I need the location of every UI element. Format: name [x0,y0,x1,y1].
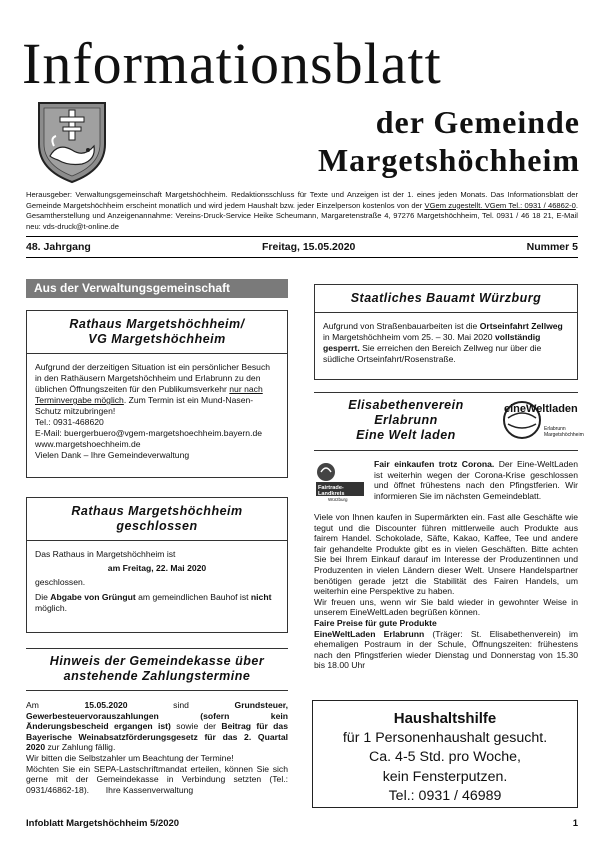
ad-line-2: Ca. 4-5 Std. pro Woche, [369,749,521,765]
masthead-title: Informationsblatt [22,31,442,96]
kasse-heading-line2: anstehende Zahlungstermine [63,669,251,683]
masthead-subtitle-2: Margetshöchheim [317,142,580,178]
rathaus-closed-body [27,541,287,622]
bauamt-text-e: Sie erreichen den Bereich Zellweg nur über die südliche Ortseinfahrt/Rosenstraße. [323,343,542,364]
rathaus-notice-body [27,354,287,469]
kasse-rule-top [26,648,288,649]
rathaus-closed-box [26,497,288,633]
kasse-body [26,700,288,795]
elisabeth-paragraph-2: Viele von Ihnen kaufen in Supermärkten ein. Fast alle Geschäfte wie tegut und die Discounter führen mittlerweile auch Produkte aus fairem Handel. Schokolade, Säfte, Kakao, Kaffee, Tee und andere fair gehandelte Produkte gibt es in vielen Geschäften. Bitte achten Sie bei Ihrem Einkauf darauf im Interesse der Produzentinnen und Produzenten in vielen Ländern dieser Welt. Unsere Handelspartner benötigen gerade jetzt die Stabilität des Fairen Handels, um weiterhin eine Perspektive zu haben. [314,512,578,597]
rathaus-notice-text-a: Aufgrund der derzeitigen Situation ist ein persönlicher Besuch in den Rathäusern Margetshöchheim und Erlabrunn zu den üblichen Öffnungszeiten für den Publikumsverkehr [35,362,271,394]
elisabeth-rule-top [314,392,578,393]
eine-welt-laden-logo-sub2: Margetshöchheim [544,432,584,438]
rathaus-notice-website[interactable]: www.margetshoechheim.de [35,439,141,449]
kasse-text-g: zur Zahlung fällig. [45,742,116,753]
bauamt-box [314,284,578,380]
section-banner: Aus der Verwaltungsgemeinschaft [26,279,288,298]
fairtrade-logo-line3: Würzburg [328,497,348,502]
rathaus-notice-appointment: nur nach Terminvergabe möglich [35,384,263,405]
rathaus-closed-date: am Freitag, 22. Mai 2020 [107,563,207,573]
fairtrade-logo-line1: Fairtrade- [318,485,344,491]
bauamt-text-c: in Margetshöchheim vom 25. – 30. Mai 2020 [323,332,495,342]
kasse-sepa-text: Möchten Sie ein SEPA-Lastschriftmandat erteilen, können Sie sich gerne mit der Gemeindekasse in Verbindung setzten (Tel.: 0931/46862-18). [26,763,288,795]
eine-welt-laden-logo-sub1: Erlabrunn [544,426,566,432]
elisabeth-rule-bottom [314,450,578,451]
municipal-crest-icon [36,100,108,184]
rathaus-closed-text-3: geschlossen. [35,577,86,587]
kasse-date: 15.05.2020 [84,700,128,710]
elisabeth-body [314,512,578,671]
greenwaste-text-e: möglich. [35,603,67,613]
footer-issue: Infoblatt Margetshöchheim 5/2020 [26,818,180,829]
bauamt-body [315,313,577,373]
kasse-text-a: Am [26,700,85,710]
elisabeth-shop-hours: (Träger: St. Elisabethenverein) im ehemaligen Postraum in der Schule, Öffnungszeiten: frühestens nach den Pfingstferien wieder Dienstag und Donnerstag von 15.30 bis 18.00 Uhr [314,628,579,671]
imprint-text-1: Herausgeber: Verwaltungsgemeinschaft Margetshöchheim. Redaktionsschluss für Texte und Anzeigen ist der 1. eines jeden Monats. Das Informationsblatt der Gemeinde Margetshöchheim erscheint monatlich und wird jedem Haushalt bzw. jeder Einzelperson kostenlos von der [26,190,578,210]
edition-date: Freitag, 15.05.2020 [262,241,356,253]
edition-bar [26,241,578,253]
greenwaste-text-c: am gemeindlichen Bauhof ist [135,592,251,602]
rathaus-notice-thanks: Vielen Dank – Ihre Gemeindeverwaltung [35,450,190,460]
imprint-vgem-contact: VGem zugestellt. VGem Tel.: 0931 / 46862-0 [424,200,576,210]
kasse-paragraph-1 [26,700,288,753]
ad-line-3: kein Fensterputzen. [382,768,508,785]
elisabeth-intro-bold: Fair einkaufen trotz Corona. [374,459,495,469]
greenwaste-text-b: Abgabe von Grüngut [50,592,136,602]
edition-year: 48. Jahrgang [26,241,91,253]
kasse-paragraph-2: Wir bitten die Selbstzahler um Beachtung der Termine! [26,752,234,763]
imprint [26,190,578,232]
rathaus-notice-heading [27,311,287,354]
elisabeth-heading-line1: Elisabethenverein [348,398,464,412]
rathaus-notice-paragraph [35,362,279,417]
kasse-heading-line1: Hinweis der Gemeindekasse über [49,654,265,668]
eine-welt-laden-logo-text: eineWeltladen [504,403,578,415]
rathaus-notice-tel: Tel.: 0931-468620 [35,417,104,427]
elisabeth-shop-name: EineWeltLaden Erlabrunn [314,628,425,639]
rathaus-notice-box [26,310,288,478]
rathaus-notice-heading-line1: Rathaus Margetshöchheim/ [69,317,245,331]
masthead-subtitle-1: der Gemeinde [375,104,580,140]
kasse-heading [26,654,288,684]
greenwaste-text-a: Die [35,592,51,602]
elisabeth-heading [322,398,490,443]
page-footer [26,818,578,829]
elisabeth-heading-line2: Erlabrunn [374,413,438,427]
kasse-text-c: sind [127,700,235,710]
rathaus-closed-heading-line1: Rathaus Margetshöchheim [71,504,243,518]
elisabeth-intro [374,459,578,501]
fairtrade-logo-line2: Landkreis [318,491,345,497]
rathaus-closed-heading [27,498,287,541]
kasse-signature: Ihre Kassenverwaltung [105,784,194,795]
bauamt-heading: Staatliches Bauamt Würzburg [315,285,577,313]
fairtrade-landkreis-logo-icon [314,460,366,502]
bauamt-closed: vollständig gesperrt. [323,332,541,353]
footer-page-number: 1 [572,818,578,829]
kasse-rule-bottom [26,690,288,691]
elisabeth-heading-line3: Eine Welt laden [356,428,456,442]
elisabeth-paragraph-5 [314,629,578,671]
rathaus-closed-heading-line2: geschlossen [116,519,198,533]
rathaus-closed-greenwaste [35,592,279,614]
edition-rule-bottom [26,257,578,258]
kasse-text-e: sowie der [170,721,222,732]
ad-title: Haushaltshilfe [393,710,497,727]
edition-rule-top [26,236,578,237]
rathaus-notice-text-b: . Zum Termin ist ein Mund-Nasen-Schutz mitzubringen! [35,395,254,416]
elisabeth-intro-text: Der Eine-WeltLaden ist weiterhin wegen der Corona-Krise geschlossen und öffnet frühestens nach den Pfingstferien. Wir informieren Sie im nächsten Gemeindeblatt. [374,459,578,501]
eine-welt-laden-logo-icon [502,398,584,442]
ad-phone: Tel.: 0931 / 46989 [388,788,502,804]
classified-ad [312,700,578,808]
elisabeth-paragraph-3: Wir freuen uns, wenn wir Sie bald wieder in gewohnter Weise in unserem EineWeltLaden begrüßen können. [314,596,578,618]
kasse-wine-levy: Beitrag für das Bayerische Weinabsatzförderungsgesetz für das 2. Quartal 2020 [26,721,288,753]
rathaus-notice-heading-line2: VG Margetshöchheim [88,332,226,346]
kasse-taxes: Grundsteuer, Gewerbesteuervorauszahlungen (sofern kein Änderungsbescheid ergangen ist) [26,700,289,732]
bauamt-text-a: Aufgrund von Straßenbauarbeiten ist die [323,321,480,331]
imprint-text-2: . Gesamtherstellung und Anzeigenannahme: Vereins-Druck-Service Heike Scheumann, Margaretenstraße 4, 97276 Margetshöchheim, Tel. 0931 / 46 18 21, E-Mail neu: vds-druck@t-online.de [26,200,578,231]
rathaus-notice-email[interactable]: E-Mail: buergerbuero@vgem-margetshoechheim.bayern.de [35,428,263,438]
greenwaste-text-d: nicht [250,592,272,602]
bauamt-paragraph [323,321,569,365]
kasse-paragraph-3 [26,764,288,796]
ad-line-1: für 1 Personenhaushalt gesucht. [342,729,548,746]
edition-number: Nummer 5 [526,241,578,253]
rathaus-closed-text-1: Das Rathaus in Margetshöchheim ist [35,549,176,559]
bauamt-road: Ortseinfahrt Zellweg [479,321,563,331]
elisabeth-paragraph-4: Faire Preise für gute Produkte [314,617,437,628]
